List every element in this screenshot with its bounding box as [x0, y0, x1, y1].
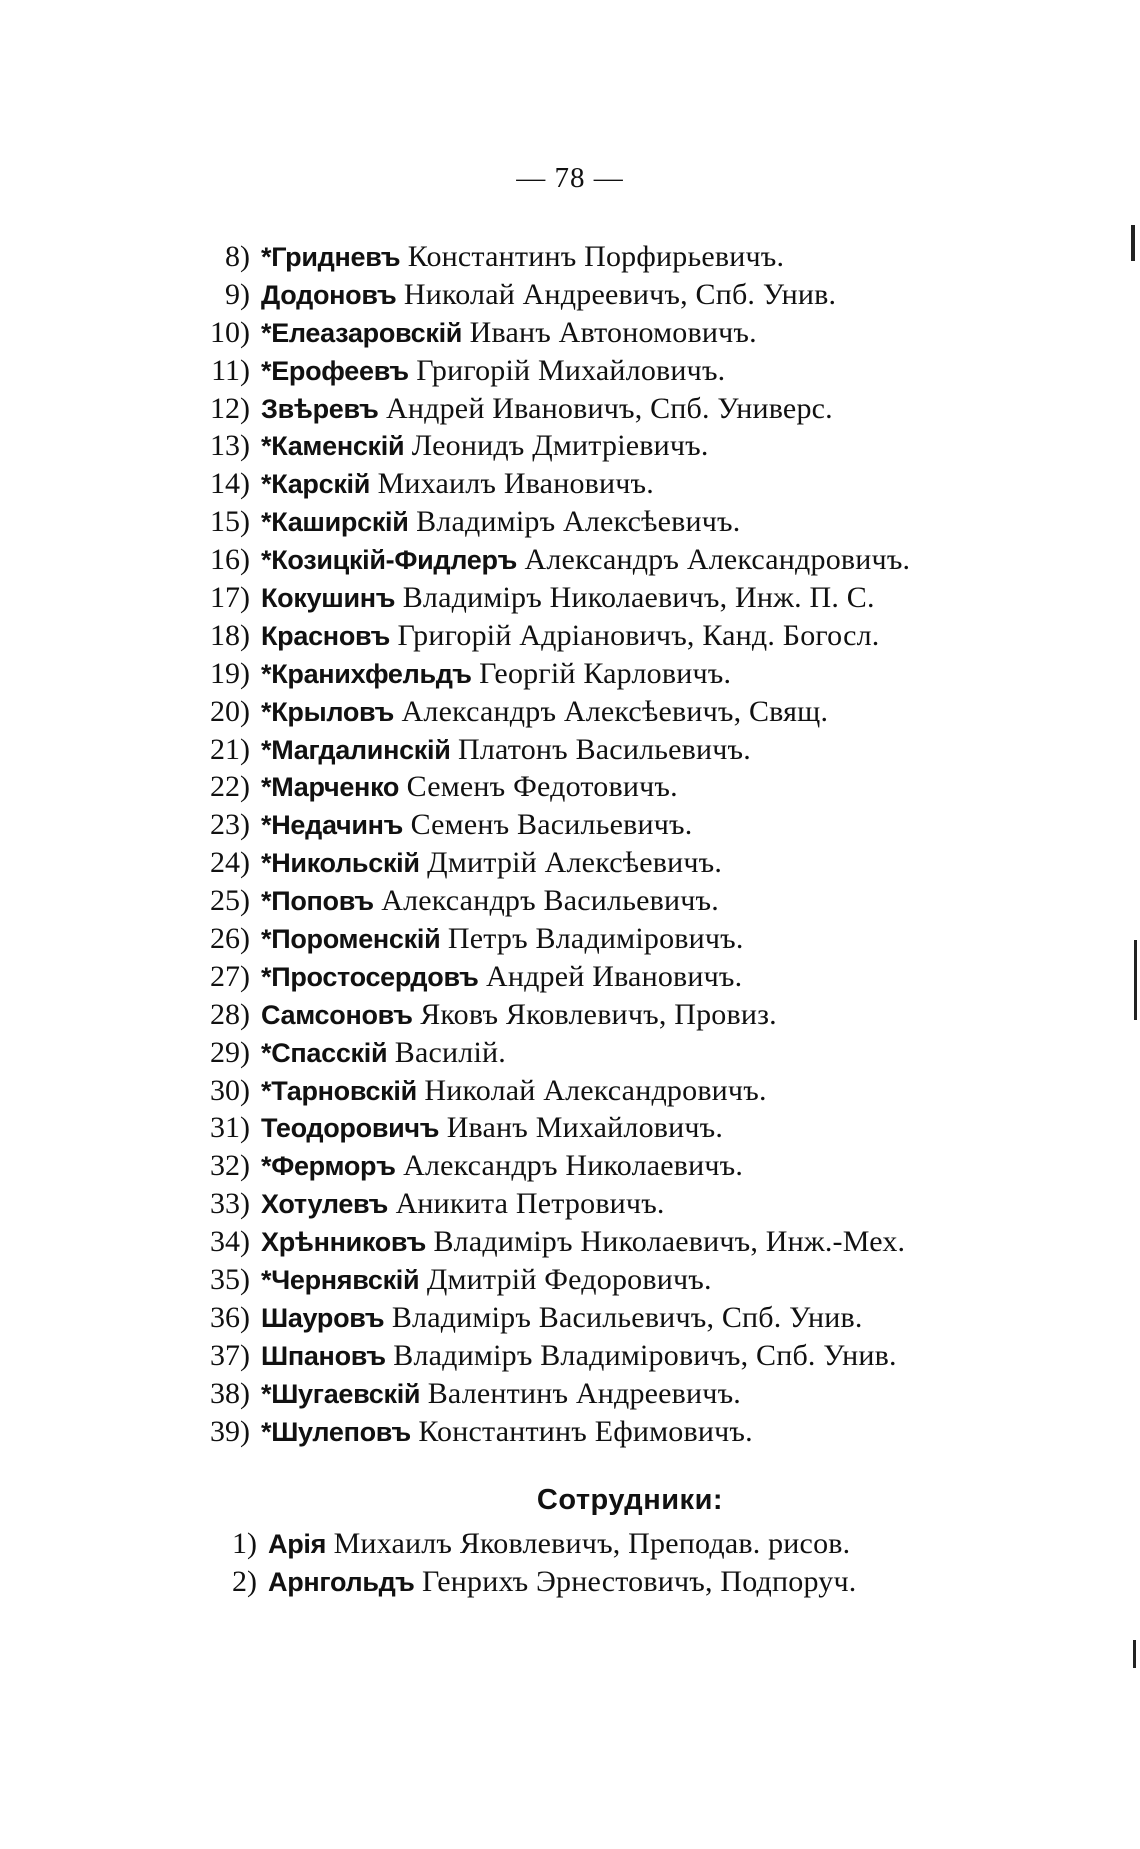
- entry-number: 1): [232, 1527, 257, 1560]
- entry-name-line: [261, 731, 751, 770]
- entry-given-names: Валентинъ Андреевичъ.: [427, 1376, 741, 1410]
- entry-given-names: Василій.: [394, 1035, 506, 1069]
- entry-name-line: [268, 1525, 850, 1564]
- entry-number: 32): [210, 1149, 250, 1183]
- entry-surname: *Ерофеевъ: [261, 355, 409, 386]
- entry-number: 30): [210, 1073, 250, 1107]
- member-entry: [0, 390, 1140, 428]
- entry-number: 18): [210, 618, 250, 652]
- entry-given-names: Иванъ Автономовичъ.: [469, 315, 757, 349]
- entry-name-line: [261, 920, 744, 959]
- entry-surname: *Ферморъ: [261, 1151, 396, 1182]
- entry-name-line: [261, 693, 828, 732]
- member-entry: [0, 1185, 1140, 1223]
- entry-name-line: [261, 655, 731, 694]
- entry-surname: *Шугаевскій: [261, 1378, 421, 1409]
- entry-name-line: [261, 844, 722, 883]
- entry-name-line: [261, 996, 777, 1035]
- entry-surname: *Недачинъ: [261, 810, 404, 841]
- entry-given-names: Платонъ Васильевичъ.: [458, 732, 751, 766]
- entry-given-names: Петръ Владиміровичъ.: [447, 922, 744, 956]
- entry-surname: *Пороменскій: [261, 924, 441, 955]
- entry-number: 11): [211, 353, 250, 387]
- entry-name-line: [261, 1375, 741, 1414]
- entry-given-names: Аникита Петровичъ.: [395, 1187, 665, 1221]
- member-entry: [0, 768, 1140, 806]
- entry-surname: Самсоновъ: [261, 999, 413, 1030]
- entry-number: 22): [210, 770, 250, 804]
- entry-surname: Додоновъ: [261, 279, 397, 310]
- entry-given-names: Яковъ Яковлевичъ, Провиз.: [420, 997, 777, 1031]
- member-entry: [0, 1261, 1140, 1299]
- entry-number: 39): [210, 1414, 250, 1448]
- entry-given-names: Григорій Михайловичъ.: [416, 353, 726, 387]
- entry-surname: Шпановъ: [261, 1340, 386, 1371]
- scan-edge-mark: [1133, 1640, 1136, 1668]
- entry-name-line: [261, 1109, 723, 1148]
- entry-surname: Теодоровичъ: [261, 1113, 440, 1144]
- member-entry: [0, 731, 1140, 769]
- scan-edge-mark: [1131, 225, 1135, 261]
- entry-number: 21): [210, 732, 250, 766]
- entry-surname: *Тарновскій: [261, 1075, 417, 1106]
- staff-heading: Сотрудники:: [536, 1484, 724, 1516]
- entry-given-names: Андрей Ивановичъ.: [485, 959, 743, 993]
- entry-number: 37): [210, 1338, 250, 1372]
- entry-surname: *Спасскій: [261, 1037, 388, 1068]
- member-entry: [0, 1413, 1140, 1451]
- entry-name-line: [261, 314, 757, 353]
- entry-given-names: Владиміръ Васильевичъ, Спб. Унив.: [391, 1300, 863, 1334]
- entry-given-names: Николай Андреевичъ, Спб. Унив.: [403, 277, 837, 311]
- member-entry: [0, 465, 1140, 503]
- entry-name-line: [261, 390, 833, 429]
- entry-given-names: Иванъ Михайловичъ.: [446, 1111, 724, 1145]
- entry-name-line: [261, 768, 678, 807]
- entry-surname: *Елеазаровскій: [261, 317, 463, 348]
- member-entry: [0, 1337, 1140, 1375]
- staff-list: [0, 1525, 1140, 1601]
- entry-given-names: Леонидъ Дмитріевичъ.: [411, 429, 709, 463]
- entry-given-names: Владиміръ Николаевичъ, Инж.-Мех.: [433, 1225, 906, 1259]
- members-list: [0, 238, 1140, 1451]
- entry-surname: *Кранихфельдъ: [261, 658, 472, 689]
- entry-surname: *Козицкій-Фидлеръ: [261, 545, 518, 576]
- member-entry: [0, 996, 1140, 1034]
- entry-name-line: [261, 427, 709, 466]
- entry-name-line: [261, 238, 784, 277]
- entry-name-line: [268, 1563, 856, 1602]
- entry-given-names: Михаилъ Яковлевичъ, Преподав. рисов.: [333, 1527, 851, 1560]
- member-entry: [0, 655, 1140, 693]
- entry-given-names: Константинъ Ефимовичъ.: [418, 1414, 753, 1448]
- member-entry: [0, 1375, 1140, 1413]
- entry-given-names: Николай Александровичъ.: [424, 1073, 767, 1107]
- member-entry: [0, 427, 1140, 465]
- entry-number: 23): [210, 808, 250, 842]
- member-entry: [0, 844, 1140, 882]
- entry-number: 25): [210, 884, 250, 918]
- entry-surname: *Каменскій: [261, 431, 405, 462]
- entry-given-names: Михаилъ Ивановичъ.: [377, 467, 654, 501]
- entry-number: 24): [210, 846, 250, 880]
- entry-number: 27): [210, 959, 250, 993]
- entry-given-names: Генрихъ Эрнестовичъ, Подпоруч.: [422, 1564, 857, 1598]
- entry-surname: Хотулевъ: [261, 1189, 389, 1220]
- member-entry: [0, 617, 1140, 655]
- entry-number: 20): [210, 694, 250, 728]
- member-entry: [0, 1147, 1140, 1185]
- entry-number: 34): [210, 1225, 250, 1259]
- entry-surname: Шауровъ: [261, 1302, 385, 1333]
- entry-given-names: Александръ Николаевичъ.: [403, 1149, 744, 1183]
- member-entry: [0, 1299, 1140, 1337]
- entry-name-line: [261, 579, 875, 618]
- entry-number: 38): [210, 1376, 250, 1410]
- member-entry: [0, 238, 1140, 276]
- entry-name-line: [261, 806, 692, 845]
- entry-surname: Арнгольдъ: [268, 1566, 415, 1597]
- staff-entry: [0, 1525, 1140, 1563]
- entry-surname: *Никольскій: [261, 848, 420, 879]
- entry-surname: *Карскій: [261, 469, 371, 500]
- member-entry: [0, 503, 1140, 541]
- entry-surname: *Магдалинскій: [261, 734, 451, 765]
- member-entry: [0, 1223, 1140, 1261]
- entry-given-names: Владиміръ Алексѣевичъ.: [416, 505, 741, 539]
- entry-surname: *Поповъ: [261, 886, 374, 917]
- entry-given-names: Александръ Александровичъ.: [524, 543, 911, 577]
- entry-name-line: [261, 1072, 767, 1111]
- entry-surname: *Марченко: [261, 772, 400, 803]
- entry-number: 29): [210, 1035, 250, 1069]
- entry-surname: Хрѣнниковъ: [261, 1227, 426, 1258]
- entry-number: 14): [210, 467, 250, 501]
- entry-name-line: [261, 276, 836, 315]
- entry-given-names: Александръ Васильевичъ.: [381, 884, 719, 918]
- entry-number: 8): [225, 240, 250, 273]
- entry-name-line: [261, 1147, 743, 1186]
- entry-number: 16): [210, 543, 250, 577]
- entry-number: 17): [210, 581, 250, 615]
- entry-name-line: [261, 1299, 863, 1338]
- entry-number: 13): [210, 429, 250, 463]
- page-number: — 78 —: [516, 162, 624, 194]
- entry-number: 33): [210, 1187, 250, 1221]
- entry-number: 28): [210, 997, 250, 1031]
- entry-surname: Красновъ: [261, 620, 391, 651]
- member-entry: [0, 1072, 1140, 1110]
- entry-name-line: [261, 1223, 905, 1262]
- entry-surname: *Простосердовъ: [261, 961, 479, 992]
- member-entry: [0, 693, 1140, 731]
- entry-number: 19): [210, 656, 250, 690]
- member-entry: [0, 1034, 1140, 1072]
- entry-name-line: [261, 1413, 753, 1452]
- entry-name-line: [261, 1261, 712, 1300]
- entry-surname: *Чернявскій: [261, 1265, 420, 1296]
- entry-name-line: [261, 617, 880, 656]
- entry-number: 36): [210, 1300, 250, 1334]
- member-entry: [0, 958, 1140, 996]
- entry-given-names: Константинъ Порфирьевичъ.: [407, 240, 785, 273]
- entry-name-line: [261, 465, 654, 504]
- entry-given-names: Александръ Алексѣевичъ, Свящ.: [401, 694, 829, 728]
- entry-number: 2): [232, 1564, 257, 1598]
- entry-given-names: Владиміръ Владиміровичъ, Спб. Унив.: [393, 1338, 897, 1372]
- member-entry: [0, 920, 1140, 958]
- member-entry: [0, 276, 1140, 314]
- entry-number: 26): [210, 922, 250, 956]
- staff-entry: [0, 1563, 1140, 1601]
- entry-name-line: [261, 1034, 506, 1073]
- entry-number: 9): [225, 277, 250, 311]
- entry-surname: *Шулеповъ: [261, 1416, 411, 1447]
- entry-name-line: [261, 882, 719, 921]
- entry-surname: *Каширскій: [261, 507, 409, 538]
- entry-number: 15): [210, 505, 250, 539]
- member-entry: [0, 541, 1140, 579]
- scan-edge-mark: [1134, 940, 1137, 1020]
- entry-number: 35): [210, 1263, 250, 1297]
- entry-given-names: Григорій Адріановичъ, Канд. Богосл.: [397, 618, 880, 652]
- entry-given-names: Георгій Карловичъ.: [479, 656, 732, 690]
- entry-surname: Арія: [268, 1529, 327, 1559]
- entry-name-line: [261, 1185, 665, 1224]
- member-entry: [0, 314, 1140, 352]
- entry-name-line: [261, 1337, 897, 1376]
- entry-name-line: [261, 958, 742, 997]
- entry-surname: *Крыловъ: [261, 696, 395, 727]
- entry-name-line: [261, 352, 725, 391]
- member-entry: [0, 579, 1140, 617]
- entry-given-names: Дмитрій Федоровичъ.: [426, 1263, 712, 1297]
- entry-surname: Звѣревъ: [261, 393, 379, 424]
- entry-given-names: Владиміръ Николаевичъ, Инж. П. С.: [402, 581, 875, 615]
- entry-number: 31): [210, 1111, 250, 1145]
- member-entry: [0, 882, 1140, 920]
- entry-surname: Кокушинъ: [261, 583, 396, 614]
- entry-number: 12): [210, 391, 250, 425]
- member-entry: [0, 1109, 1140, 1147]
- entry-surname: *Гридневъ: [261, 242, 401, 272]
- entry-given-names: Семенъ Васильевичъ.: [410, 808, 693, 842]
- entry-number: 10): [210, 315, 250, 349]
- member-entry: [0, 806, 1140, 844]
- member-entry: [0, 352, 1140, 390]
- entry-given-names: Андрей Ивановичъ, Спб. Универс.: [386, 391, 833, 425]
- entry-given-names: Дмитрій Алексѣевичъ.: [427, 846, 723, 880]
- entry-name-line: [261, 503, 740, 542]
- entry-name-line: [261, 541, 910, 580]
- entry-given-names: Семенъ Федотовичъ.: [406, 770, 678, 804]
